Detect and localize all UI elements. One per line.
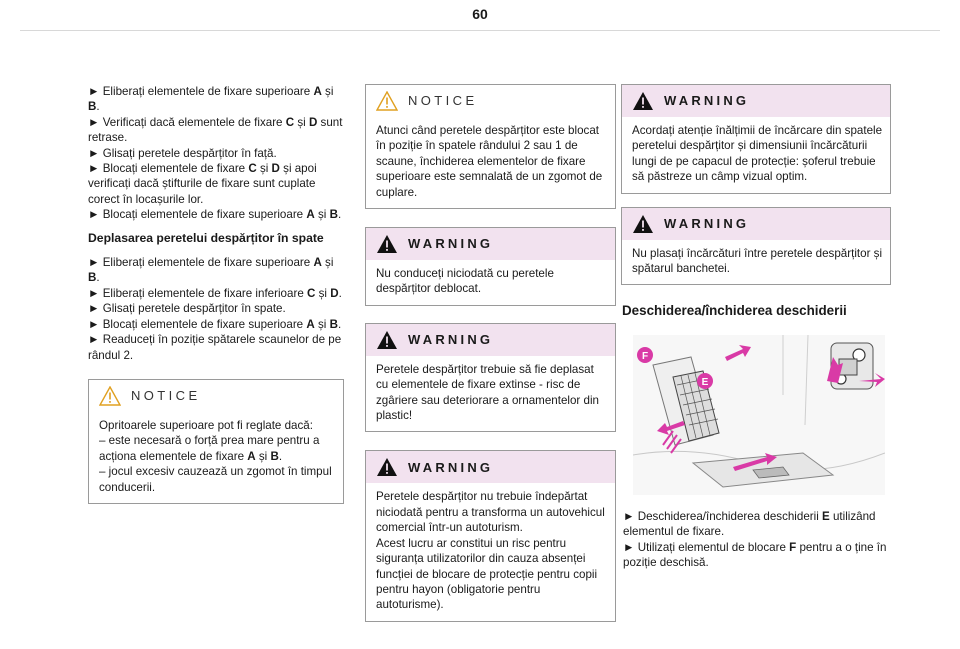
- text-run: Opritoarele superioare pot fi reglate dacă:: [99, 418, 313, 432]
- warning-text: Acordați atenție înălțimii de încărcare din spatele peretelui despărțitor și dimensiunii încărcăturii lungi de pe capacul de protecție: șoferul trebuie să păstreze un câmp vizual optim.: [632, 124, 883, 184]
- warning-box-scratch: [365, 323, 616, 433]
- warning-text: Nu plasați încărcături între peretele despărțitor și spătarul banchetei.: [632, 246, 883, 276]
- reference-letter: A: [313, 85, 322, 98]
- text-run: ► Glisați peretele despărțitor în față.: [88, 146, 277, 160]
- warning-box-driving: [365, 227, 616, 306]
- warning-box-header: [622, 85, 890, 117]
- text-run: ► Eliberați elementele de fixare superioare: [88, 85, 314, 98]
- warning-box-removal: [365, 450, 616, 621]
- warning-box-header: [622, 208, 890, 240]
- text-run: .: [337, 317, 342, 331]
- notice-label: NOTICE: [408, 93, 478, 109]
- reference-letter: A: [306, 208, 315, 222]
- text-run: .: [337, 208, 342, 222]
- top-divider: [20, 30, 940, 31]
- warning-label: WARNING: [408, 332, 494, 348]
- warning-triangle-icon: [376, 330, 398, 350]
- notice-box-coupling: [365, 84, 616, 209]
- opening-figure: [633, 335, 885, 495]
- text-run: ► Glisați peretele despărțitor în spate.: [88, 302, 286, 316]
- warning-label: WARNING: [664, 215, 750, 231]
- reference-letter: A: [247, 449, 256, 463]
- step-item: [88, 286, 344, 301]
- text-run: și: [314, 317, 330, 331]
- reference-letter: B: [329, 208, 338, 222]
- notice-box-header: [89, 380, 343, 412]
- intro-steps: [88, 84, 344, 223]
- notice-line: [99, 418, 337, 433]
- warning-label: WARNING: [408, 459, 494, 475]
- text-run: utilizând elementul de fixare.: [623, 509, 876, 539]
- warning-triangle-icon: [376, 234, 398, 254]
- right-column: [621, 84, 891, 570]
- reference-letter: A: [306, 317, 315, 331]
- reference-letter: E: [822, 509, 830, 523]
- partition-hatch-illustration: [633, 335, 885, 495]
- step-item: [88, 332, 344, 363]
- marker-e-letter: E: [701, 376, 709, 388]
- text-run: și: [256, 162, 272, 176]
- reference-letter: B: [88, 271, 97, 285]
- reference-letter: B: [329, 317, 338, 331]
- marker-e: [697, 373, 713, 389]
- text-run: și: [321, 85, 334, 98]
- text-run: – jocul excesiv cauzează un zgomot în timpul conducerii.: [99, 465, 332, 494]
- notice-box-adjust: [88, 379, 344, 504]
- marker-f-letter: F: [641, 350, 649, 362]
- text-run: ► Blocați elementele de fixare superioare: [88, 317, 307, 331]
- step-item: [88, 146, 344, 161]
- step-item: [88, 255, 344, 286]
- text-run: și: [294, 115, 309, 129]
- step-item: [88, 115, 344, 146]
- text-run: ► Readuceți în poziție spătarele scaunelor de pe rândul 2.: [88, 333, 342, 362]
- middle-column: [365, 84, 616, 622]
- reference-letter: D: [271, 162, 280, 176]
- text-run: și: [315, 286, 331, 300]
- text-run: ► Utilizați elementul de blocare: [623, 540, 790, 554]
- move-back-steps: [88, 255, 344, 363]
- reference-letter: D: [308, 115, 318, 129]
- text-run: .: [96, 100, 100, 114]
- reference-letter: C: [307, 286, 316, 300]
- text-run: .: [338, 286, 342, 300]
- figure-caption: [623, 509, 891, 571]
- step-item: [88, 301, 344, 316]
- warning-box-header: [366, 228, 615, 260]
- warning-box-load-height: [621, 84, 891, 194]
- reference-letter: B: [88, 100, 97, 114]
- reference-letter: D: [330, 286, 339, 300]
- warning-box-header: [366, 324, 615, 356]
- notice-body: [89, 412, 343, 503]
- warning-text: Peretele despărțitor nu trebuie îndepărtat niciodată pentru a transforma un autovehicul comercial într-un autoturism. Acest lucru ar constitui un risc pentru siguranța utilizatorilor din cauza absenței funcției de blocare de protecție pentru copii pentru hayon (obligatorie pentru autoturisme).: [376, 490, 605, 612]
- step-item: [88, 161, 344, 207]
- caption-step: [623, 509, 891, 540]
- reference-letter: C: [248, 162, 257, 176]
- reference-letter: A: [313, 256, 322, 270]
- text-run: și apoi verificați dacă știfturile de fixare sunt cuplate corect în locașurile lor.: [88, 162, 317, 206]
- reference-letter: B: [270, 449, 279, 463]
- warning-triangle-icon: [632, 91, 654, 111]
- step-item: [88, 317, 344, 332]
- text-run: pentru a o ține în poziție deschisă.: [623, 540, 887, 570]
- text-run: ► Verificați dacă elementele de fixare: [88, 115, 286, 129]
- step-item: [88, 84, 344, 115]
- reference-letter: F: [789, 540, 797, 554]
- text-run: .: [96, 271, 100, 285]
- warning-triangle-icon: [632, 214, 654, 234]
- warning-text: Peretele despărțitor trebuie să fie deplasat cu elementele de fixare extinse - risc de zgâriere sau deteriorare a ornamentelor din plastic!: [376, 362, 599, 423]
- warning-box-header: [366, 451, 615, 483]
- text-run: ► Deschiderea/închiderea deschiderii: [623, 509, 823, 523]
- text-run: ► Eliberați elementele de fixare inferioare: [88, 286, 307, 300]
- text-run: ► Blocați elementele de fixare: [88, 162, 249, 176]
- text-run: și: [314, 208, 330, 222]
- text-run: sunt retrase.: [88, 115, 343, 145]
- caption-step: [623, 540, 891, 571]
- notice-box-header: [366, 85, 615, 117]
- warning-triangle-icon: [376, 457, 398, 477]
- notice-line: [99, 433, 337, 464]
- text-run: și: [321, 256, 334, 270]
- subheading-move-back: Deplasarea peretelui despărțitor în spate: [88, 230, 324, 245]
- text-run: .: [278, 449, 283, 463]
- notice-triangle-icon: [99, 386, 121, 406]
- page-number: 60: [472, 6, 488, 22]
- text-run: ► Blocați elementele de fixare superioare: [88, 208, 307, 222]
- text-run: ► Eliberați elementele de fixare superioare: [88, 256, 314, 270]
- warning-label: WARNING: [664, 93, 750, 109]
- marker-f: [637, 347, 653, 363]
- step-item: [88, 207, 344, 222]
- notice-triangle-icon: [376, 91, 398, 111]
- text-run: și: [255, 449, 271, 463]
- left-column: [88, 84, 344, 504]
- notice-text: Atunci când peretele despărțitor este blocat în poziție în spatele rândului 2 sau 1 de scaune, închiderea elementelor de fixare superioare este semnalată de un zgomot de cuplare.: [376, 124, 603, 199]
- notice-line: [99, 464, 337, 495]
- notice-label: NOTICE: [131, 388, 201, 404]
- warning-label: WARNING: [408, 236, 494, 252]
- warning-text: Nu conduceți niciodată cu peretele despărțitor deblocat.: [376, 267, 554, 296]
- text-run: – este necesară o forță prea mare pentru a acționa elementele de fixare: [99, 434, 320, 463]
- reference-letter: C: [285, 115, 295, 129]
- section-title-opening: Deschiderea/închiderea deschiderii: [622, 303, 847, 319]
- warning-box-no-loads: [621, 207, 891, 286]
